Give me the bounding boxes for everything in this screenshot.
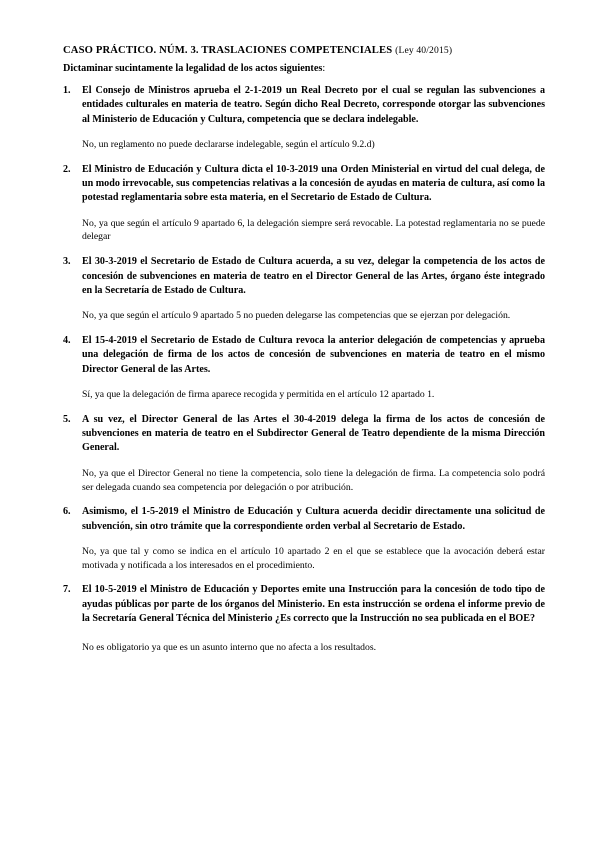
case-item-question-text: El Consejo de Ministros aprueba el 2-1-2019 un Real Decreto por el cual se regulan las subvenciones a entidades culturales en materia de teatro. Según dicho Real Decreto, corresponde otorgar las subvenciones al Ministerio de Educación y Cultura, competencia que se declara indelegable. <box>82 84 545 125</box>
case-item-5 <box>58 413 545 495</box>
case-item-number: 3. <box>63 256 71 268</box>
case-item-question <box>63 255 545 298</box>
case-item-3 <box>58 255 545 323</box>
document-subtitle-colon: : <box>322 63 326 75</box>
spacer <box>58 536 545 545</box>
case-item-question-text: El 10-5-2019 el Ministro de Educación y Deportes emite una Instrucción para la concesión de todo tipo de ayudas públicas por parte de los órganos del Ministerio. En esta instrucción se ordena el informe previo de la Secretaría General Técnica del Ministerio ¿Es correcto que la Instrucción no sea publicada en el BOE? <box>82 584 545 625</box>
case-item-1 <box>58 84 545 152</box>
case-item-2 <box>58 163 545 245</box>
case-item-answer: No, ya que según el artículo 9 apartado 5 no pueden delegarse las competencias que se ejerzan por delegación. <box>82 310 511 322</box>
case-item-question <box>63 583 545 626</box>
case-item-answer: No, un reglamento no puede declararse indelegable, según el artículo 9.2.d) <box>82 138 375 150</box>
document-subtitle-text: Dictaminar sucintamente la legalidad de los actos siguientes <box>63 63 323 75</box>
case-item-answer: No, ya que el Director General no tiene la competencia, solo tiene la delegación de firma. La competencia solo podrá ser delegada cuando sea competencia por delegación o por atribución. <box>82 467 545 493</box>
spacer <box>58 300 545 309</box>
case-item-number: 1. <box>63 84 71 96</box>
case-item-number: 7. <box>63 584 71 596</box>
document-subtitle <box>63 63 545 76</box>
case-item-answer: No es obligatorio ya que es un asunto interno que no afecta a los resultados. <box>82 642 377 654</box>
case-items-list <box>58 84 545 655</box>
case-item-question-text: A su vez, el Director General de las Artes el 30-4-2019 delega la firma de los actos de concesión de subvenciones en materia de teatro en el Subdirector General de Teatro dependiente de la misma Dirección General. <box>82 413 545 454</box>
spacer <box>58 628 545 641</box>
case-item-4 <box>58 334 545 402</box>
spacer <box>58 208 545 217</box>
case-item-number: 4. <box>63 335 71 346</box>
case-item-number: 2. <box>63 163 71 175</box>
case-item-question-text: Asimismo, el 1-5-2019 el Ministro de Educación y Cultura acuerda decidir directamente una solicitud de subvención, sin otro trámite que la correspondiente orden verbal al Secretario de Estado. <box>82 506 545 532</box>
spacer <box>58 458 545 467</box>
case-item-number: 6. <box>63 506 71 518</box>
case-item-answer: No, ya que según el artículo 9 apartado 6, la delegación siempre será revocable. La potestad reglamentaria no se puede delegar <box>82 217 545 243</box>
case-item-7 <box>58 583 545 655</box>
case-item-answer: Sí, ya que la delegación de firma aparece recogida y permitida en el artículo 12 apartado 1. <box>82 388 435 400</box>
spacer <box>58 129 545 138</box>
spacer <box>58 379 545 388</box>
document-title-law-reference: (Ley 40/2015) <box>395 45 453 56</box>
document-title-text: CASO PRÁCTICO. NÚM. 3. TRASLACIONES COMPETENCIALES <box>63 45 393 56</box>
case-item-answer: No, ya que tal y como se indica en el artículo 10 apartado 2 en el que se establece que la avocación deberá estar motivada y notificada a los interesados en el procedimiento. <box>82 545 545 571</box>
case-item-question <box>63 163 545 206</box>
document-title <box>63 44 545 57</box>
case-item-6 <box>58 505 545 572</box>
case-item-question-text: El 30-3-2019 el Secretario de Estado de Cultura acuerda, a su vez, delegar la competencia de los actos de concesión de subvenciones en materia de teatro en el Director General de las Artes, órgano éste integrado en la Secretaría de Estado de Cultura. <box>82 256 545 296</box>
case-item-question <box>63 334 545 377</box>
case-item-question-text: El Ministro de Educación y Cultura dicta el 10-3-2019 una Orden Ministerial en virtud del cual delega, de un modo irrevocable, sus competencias relativas a la concesión de ayudas en materia de cultura, así como la potestad reglamentaria sobre esta materia, en el Secretario de Estado de Cultura. <box>82 163 545 204</box>
case-item-question <box>63 505 545 534</box>
case-item-question <box>63 413 545 456</box>
case-item-number: 5. <box>63 413 71 425</box>
case-item-question <box>63 84 545 127</box>
case-item-question-text: El 15-4-2019 el Secretario de Estado de Cultura revoca la anterior delegación de competencias y aprueba una delegación de firma de los actos de concesión de subvenciones en materia de teatro en el mismo Director General de las Artes. <box>82 335 545 375</box>
